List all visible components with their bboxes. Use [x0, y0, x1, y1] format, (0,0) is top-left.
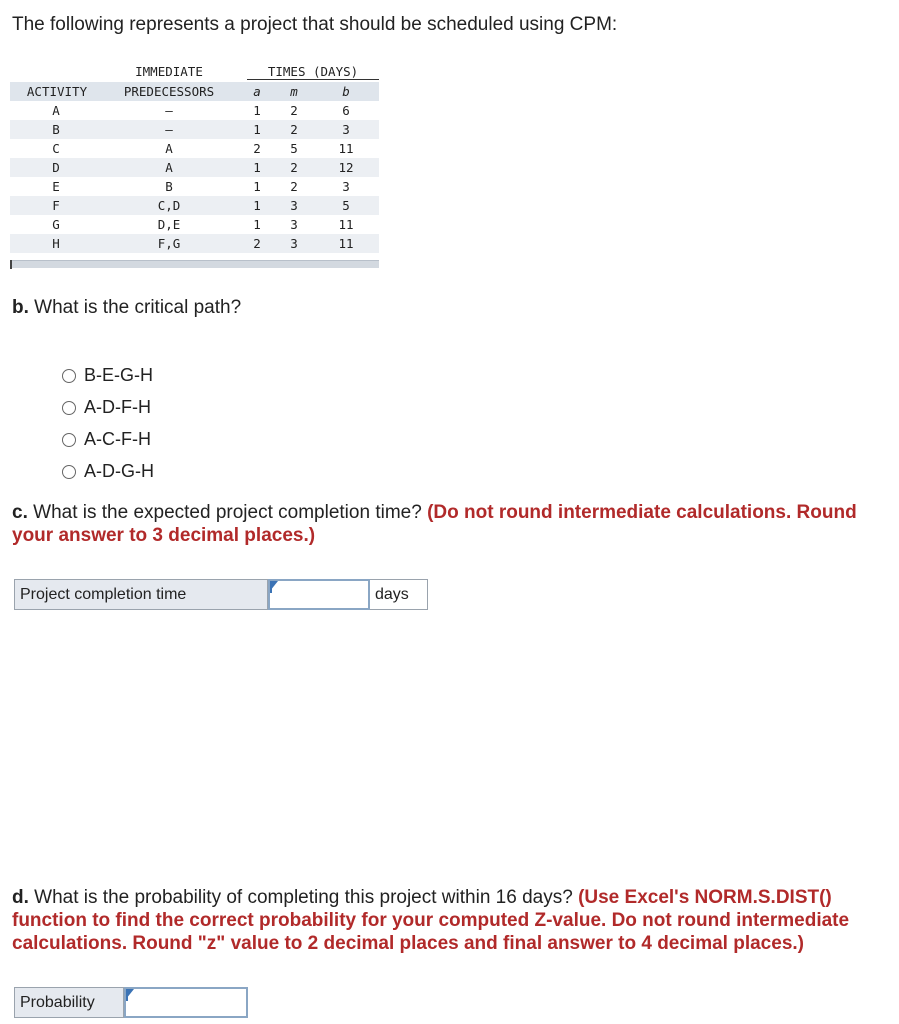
cell-a: 1: [253, 122, 261, 137]
cell-a: 2: [253, 141, 261, 156]
question-b: [12, 297, 241, 319]
question-d-text: What is the probability of completing this project within 16 days?: [28, 887, 579, 908]
cell-m: 5: [290, 141, 298, 156]
question-d-letter: d.: [12, 887, 29, 908]
question-c-letter: c.: [12, 502, 28, 523]
cell-m: 2: [290, 160, 298, 175]
cell-predecessor: —: [165, 122, 173, 137]
cell-activity: B: [52, 122, 60, 137]
header-b: b: [342, 84, 350, 99]
cell-a: 2: [253, 236, 261, 251]
cell-a: 1: [253, 103, 261, 118]
question-d-instruction: (Use Excel's NORM.S.DIST() function to find the correct probability for your computed Z-value. Do not round intermediate calculations. Round "z" value to 2 decimal places and final answer to 4 decimal places.): [12, 887, 850, 954]
table-footer: [12, 260, 379, 268]
cell-m: 2: [290, 103, 298, 118]
option-label: A-D-F-H: [84, 397, 151, 417]
cell-activity: F: [52, 198, 60, 213]
question-b-text: What is the critical path?: [28, 297, 242, 318]
option-a-d-g-h[interactable]: [62, 461, 154, 482]
cell-m: 3: [290, 198, 298, 213]
cell-predecessor: A: [165, 141, 173, 156]
activity-table: [10, 61, 379, 269]
option-b-e-g-h[interactable]: [62, 365, 153, 386]
question-c-text: What is the expected project completion time?: [27, 502, 428, 523]
header-predecessors: PREDECESSORS: [123, 84, 215, 99]
cell-predecessor: A: [165, 160, 173, 175]
cell-predecessor: C,D: [157, 198, 181, 213]
radio-icon[interactable]: [62, 465, 76, 479]
cell-a: 1: [253, 160, 261, 175]
question-c-instruction: (Do not round intermediate calculations. Round your answer to 3 decimal places.): [12, 502, 857, 546]
header-a: a: [253, 84, 261, 99]
header-activity: ACTIVITY: [26, 84, 88, 99]
cell-activity: H: [52, 236, 60, 251]
question-c: [12, 501, 892, 547]
cell-predecessor: D,E: [157, 217, 181, 232]
cell-predecessor: B: [165, 179, 173, 194]
cell-b: 12: [338, 160, 354, 175]
cell-predecessor: F,G: [157, 236, 181, 251]
cell-activity: D: [52, 160, 60, 175]
cell-b: 11: [338, 217, 354, 232]
probability-input[interactable]: [124, 987, 248, 1018]
cell-b: 3: [342, 179, 350, 194]
completion-time-input[interactable]: [268, 579, 370, 610]
cell-m: 2: [290, 122, 298, 137]
question-b-letter: b.: [12, 297, 29, 318]
probability-row: [14, 987, 248, 1018]
option-label: A-C-F-H: [84, 429, 151, 449]
option-label: B-E-G-H: [84, 365, 153, 385]
cell-b: 6: [342, 103, 350, 118]
header-immediate: IMMEDIATE: [135, 64, 203, 79]
completion-time-unit: days: [370, 579, 428, 610]
cell-a: 1: [253, 217, 261, 232]
completion-time-row: [14, 579, 428, 610]
cell-a: 1: [253, 179, 261, 194]
radio-icon[interactable]: [62, 401, 76, 415]
intro-text: The following represents a project that should be scheduled using CPM:: [12, 14, 618, 35]
cell-activity: C: [52, 141, 60, 156]
cell-b: 5: [342, 198, 350, 213]
question-d: [12, 886, 892, 955]
option-a-d-f-h[interactable]: [62, 397, 151, 418]
radio-icon[interactable]: [62, 369, 76, 383]
cell-b: 11: [338, 141, 354, 156]
cell-m: 3: [290, 217, 298, 232]
cell-b: 3: [342, 122, 350, 137]
cell-predecessor: —: [165, 103, 173, 118]
probability-label: Probability: [14, 987, 124, 1018]
cell-m: 3: [290, 236, 298, 251]
option-label: A-D-G-H: [84, 461, 154, 481]
cell-activity: G: [52, 217, 60, 232]
completion-time-label: Project completion time: [14, 579, 268, 610]
radio-icon[interactable]: [62, 433, 76, 447]
cell-a: 1: [253, 198, 261, 213]
cell-m: 2: [290, 179, 298, 194]
cell-activity: E: [52, 179, 60, 194]
header-m: m: [290, 84, 298, 99]
header-times: TIMES (DAYS): [267, 64, 359, 79]
cell-activity: A: [52, 103, 60, 118]
table-footer-edge: [10, 260, 12, 269]
option-a-c-f-h[interactable]: [62, 429, 151, 450]
cell-b: 11: [338, 236, 354, 251]
